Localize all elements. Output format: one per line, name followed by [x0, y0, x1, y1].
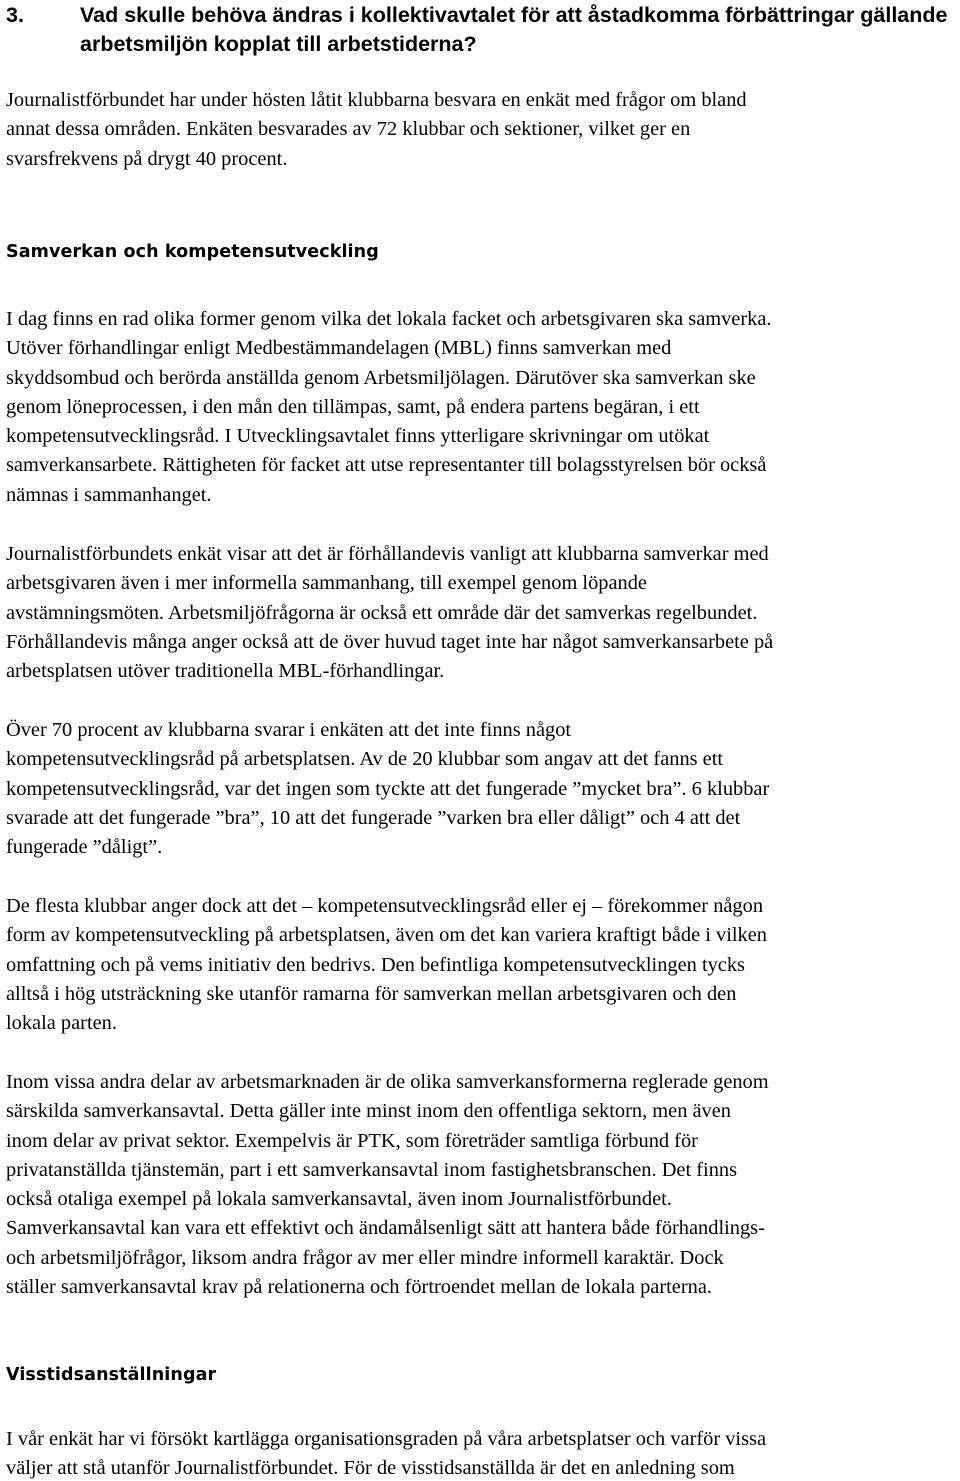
text-line: alltså i hög utsträckning ske utanför ramarna för samverkan mellan arbetsgivaren och den — [6, 982, 737, 1005]
text-line: privatanställda tjänstemän, part i ett samverkansavtal inom fastighetsbranschen. Det finns — [6, 1158, 738, 1181]
text-line: inom delar av privat sektor. Exempelvis är PTK, som företräder samtliga förbund för — [6, 1129, 698, 1152]
paragraph-visstid — [6, 1425, 956, 1481]
text-line: kompetensutvecklingsråd på arbetsplatsen. Av de 20 klubbar som angav att det fanns ett — [6, 748, 724, 771]
text-line: arbetsplatsen utöver traditionella MBL-förhandlingar. — [6, 660, 445, 683]
text-line: kompetensutvecklingsråd. I Utvecklingsavtalet finns ytterligare skrivningar om utökat — [6, 425, 710, 448]
question-number: 3. — [6, 3, 24, 27]
text-line: och arbetsmiljöfrågor, liksom andra frågor av mer eller mindre informell karaktär. Dock — [6, 1246, 724, 1269]
text-line: svarsfrekvens på drygt 40 procent. — [6, 147, 288, 170]
text-line: samverkansarbete. Rättigheten för facket att utse representanter till bolagsstyrelsen bör också — [6, 454, 767, 477]
section-heading-samverkan: Samverkan och kompetensutveckling — [6, 242, 379, 262]
text-line: Samverkansavtal kan vara ett effektivt och ändamålsenligt sätt att hantera både förhandlings- — [6, 1217, 765, 1240]
text-line: Utöver förhandlingar enligt Medbestämmandelagen (MBL) finns samverkan med — [6, 337, 672, 360]
paragraph-kompetensutveckling — [6, 892, 956, 1038]
intro-paragraph — [6, 86, 956, 174]
text-line: Förhållandevis många anger också att de över huvud taget inte har något samverkansarbete på — [6, 630, 774, 653]
text-line: ställer samverkansavtal krav på relationerna och förtroendet mellan de lokala parterna. — [6, 1276, 712, 1299]
paragraph-survey-results — [6, 540, 956, 686]
section-heading-visstid: Visstidsanställningar — [6, 1365, 217, 1385]
text-line: lokala parten. — [6, 1012, 117, 1035]
text-line: fungerade ”dåligt”. — [6, 836, 163, 859]
text-line: väljer att stå utanför Journalistförbundet. För de visstidsanställda är det en anledning som — [6, 1457, 735, 1480]
text-line: nämnas i sammanhanget. — [6, 483, 212, 506]
text-line: arbetsgivaren även i mer informella sammanhang, till exempel genom löpande — [6, 572, 647, 595]
question-text — [80, 1, 956, 59]
text-line: Inom vissa andra delar av arbetsmarknaden är de olika samverkansformerna reglerade genom — [6, 1071, 769, 1093]
question-line: gällande arbetsmiljön kopplat till arbetstiderna? — [80, 3, 948, 56]
text-line: Journalistförbundet har under hösten låtit klubbarna besvara en enkät med frågor om bland — [6, 89, 747, 111]
text-line: avstämningsmöten. Arbetsmiljöfrågorna är också ett område där det samverkas regelbundet. — [6, 601, 758, 624]
text-line: Journalistförbundets enkät visar att det är förhållandevis vanligt att klubbarna samverkar med — [6, 543, 769, 565]
text-line: I vår enkät har vi försökt kartlägga organisationsgraden på våra arbetsplatser och varför vissa — [6, 1428, 767, 1450]
text-line: också otaliga exempel på lokala samverkansavtal, även inom Journalistförbundet. — [6, 1188, 672, 1211]
paragraph-samverkansavtal — [6, 1068, 956, 1302]
text-line: genom löneprocessen, i den mån den tillämpas, samt, på endera partens begäran, i ett — [6, 395, 700, 418]
question-heading — [6, 1, 956, 59]
text-line: svarade att det fungerade ”bra”, 10 att det fungerade ”varken bra eller dåligt” och 4 att det — [6, 806, 741, 829]
paragraph-samverkan-forms — [6, 305, 956, 510]
text-line: form av kompetensutveckling på arbetsplatsen, även om det kan variera kraftigt både i vilken — [6, 924, 767, 947]
text-line: Över 70 procent av klubbarna svarar i enkäten att det inte finns något — [6, 719, 572, 741]
text-line: skyddsombud och berörda anställda genom Arbetsmiljölagen. Därutöver ska samverkan ske — [6, 366, 756, 389]
text-line: De flesta klubbar anger dock att det – kompetensutvecklingsråd eller ej – förekommer någon — [6, 895, 764, 917]
question-line: Vad skulle behöva ändras i kollektivavtalet för att åstadkomma förbättringar — [80, 3, 855, 27]
text-line: I dag finns en rad olika former genom vilka det lokala facket och arbetsgivaren ska samverka. — [6, 308, 772, 330]
paragraph-kompetensutvecklingsrad — [6, 716, 956, 862]
text-line: kompetensutvecklingsråd, var det ingen som tyckte att det fungerade ”mycket bra”. 6 klubbar — [6, 777, 770, 800]
text-line: annat dessa områden. Enkäten besvarades av 72 klubbar och sektioner, vilket ger en — [6, 118, 691, 141]
text-line: särskilda samverkansavtal. Detta gäller inte minst inom den offentliga sektorn, men även — [6, 1100, 731, 1123]
text-line: omfattning och på vems initiativ den bedrivs. Den befintliga kompetensutvecklingen tycks — [6, 953, 745, 976]
